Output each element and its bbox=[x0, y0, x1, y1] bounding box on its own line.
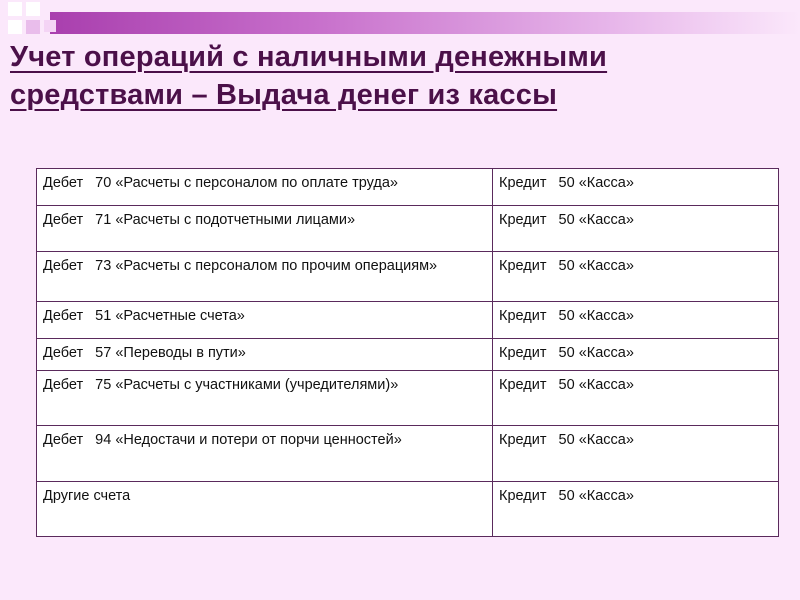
debit-cell: Другие счета bbox=[37, 482, 493, 537]
table-row bbox=[37, 169, 779, 206]
deco-square bbox=[8, 20, 22, 34]
deco-square bbox=[44, 20, 56, 32]
debit-cell: Дебет 57 «Переводы в пути» bbox=[37, 339, 493, 371]
table-row bbox=[37, 252, 779, 302]
header-gradient-bar bbox=[50, 12, 800, 34]
page-title bbox=[10, 38, 780, 114]
credit-cell: Кредит 50 «Касса» bbox=[493, 339, 779, 371]
debit-cell: Дебет 71 «Расчеты с подотчетными лицами» bbox=[37, 206, 493, 252]
credit-cell: Кредит 50 «Касса» bbox=[493, 426, 779, 482]
credit-cell: Кредит 50 «Касса» bbox=[493, 252, 779, 302]
credit-cell: Кредит 50 «Касса» bbox=[493, 482, 779, 537]
table-row bbox=[37, 371, 779, 426]
deco-square bbox=[26, 20, 40, 34]
credit-cell: Кредит 50 «Касса» bbox=[493, 169, 779, 206]
title-line-2: средствами – Выдача денег из кассы bbox=[10, 79, 558, 111]
table-row bbox=[37, 302, 779, 339]
debit-cell: Дебет 94 «Недостачи и потери от порчи ценностей» bbox=[37, 426, 493, 482]
deco-square bbox=[26, 2, 40, 16]
table-row bbox=[37, 206, 779, 252]
credit-cell: Кредит 50 «Касса» bbox=[493, 302, 779, 339]
deco-square bbox=[8, 2, 22, 16]
debit-cell: Дебет 51 «Расчетные счета» bbox=[37, 302, 493, 339]
table-row bbox=[37, 339, 779, 371]
title-line-1: Учет операций с наличными денежными bbox=[10, 41, 608, 73]
entries-table bbox=[36, 168, 779, 537]
credit-cell: Кредит 50 «Касса» bbox=[493, 206, 779, 252]
debit-cell: Дебет 70 «Расчеты с персоналом по оплате труда» bbox=[37, 169, 493, 206]
debit-cell: Дебет 75 «Расчеты с участниками (учредителями)» bbox=[37, 371, 493, 426]
table-row bbox=[37, 426, 779, 482]
debit-cell: Дебет 73 «Расчеты с персоналом по прочим операциям» bbox=[37, 252, 493, 302]
credit-cell: Кредит 50 «Касса» bbox=[493, 371, 779, 426]
table-row bbox=[37, 482, 779, 537]
